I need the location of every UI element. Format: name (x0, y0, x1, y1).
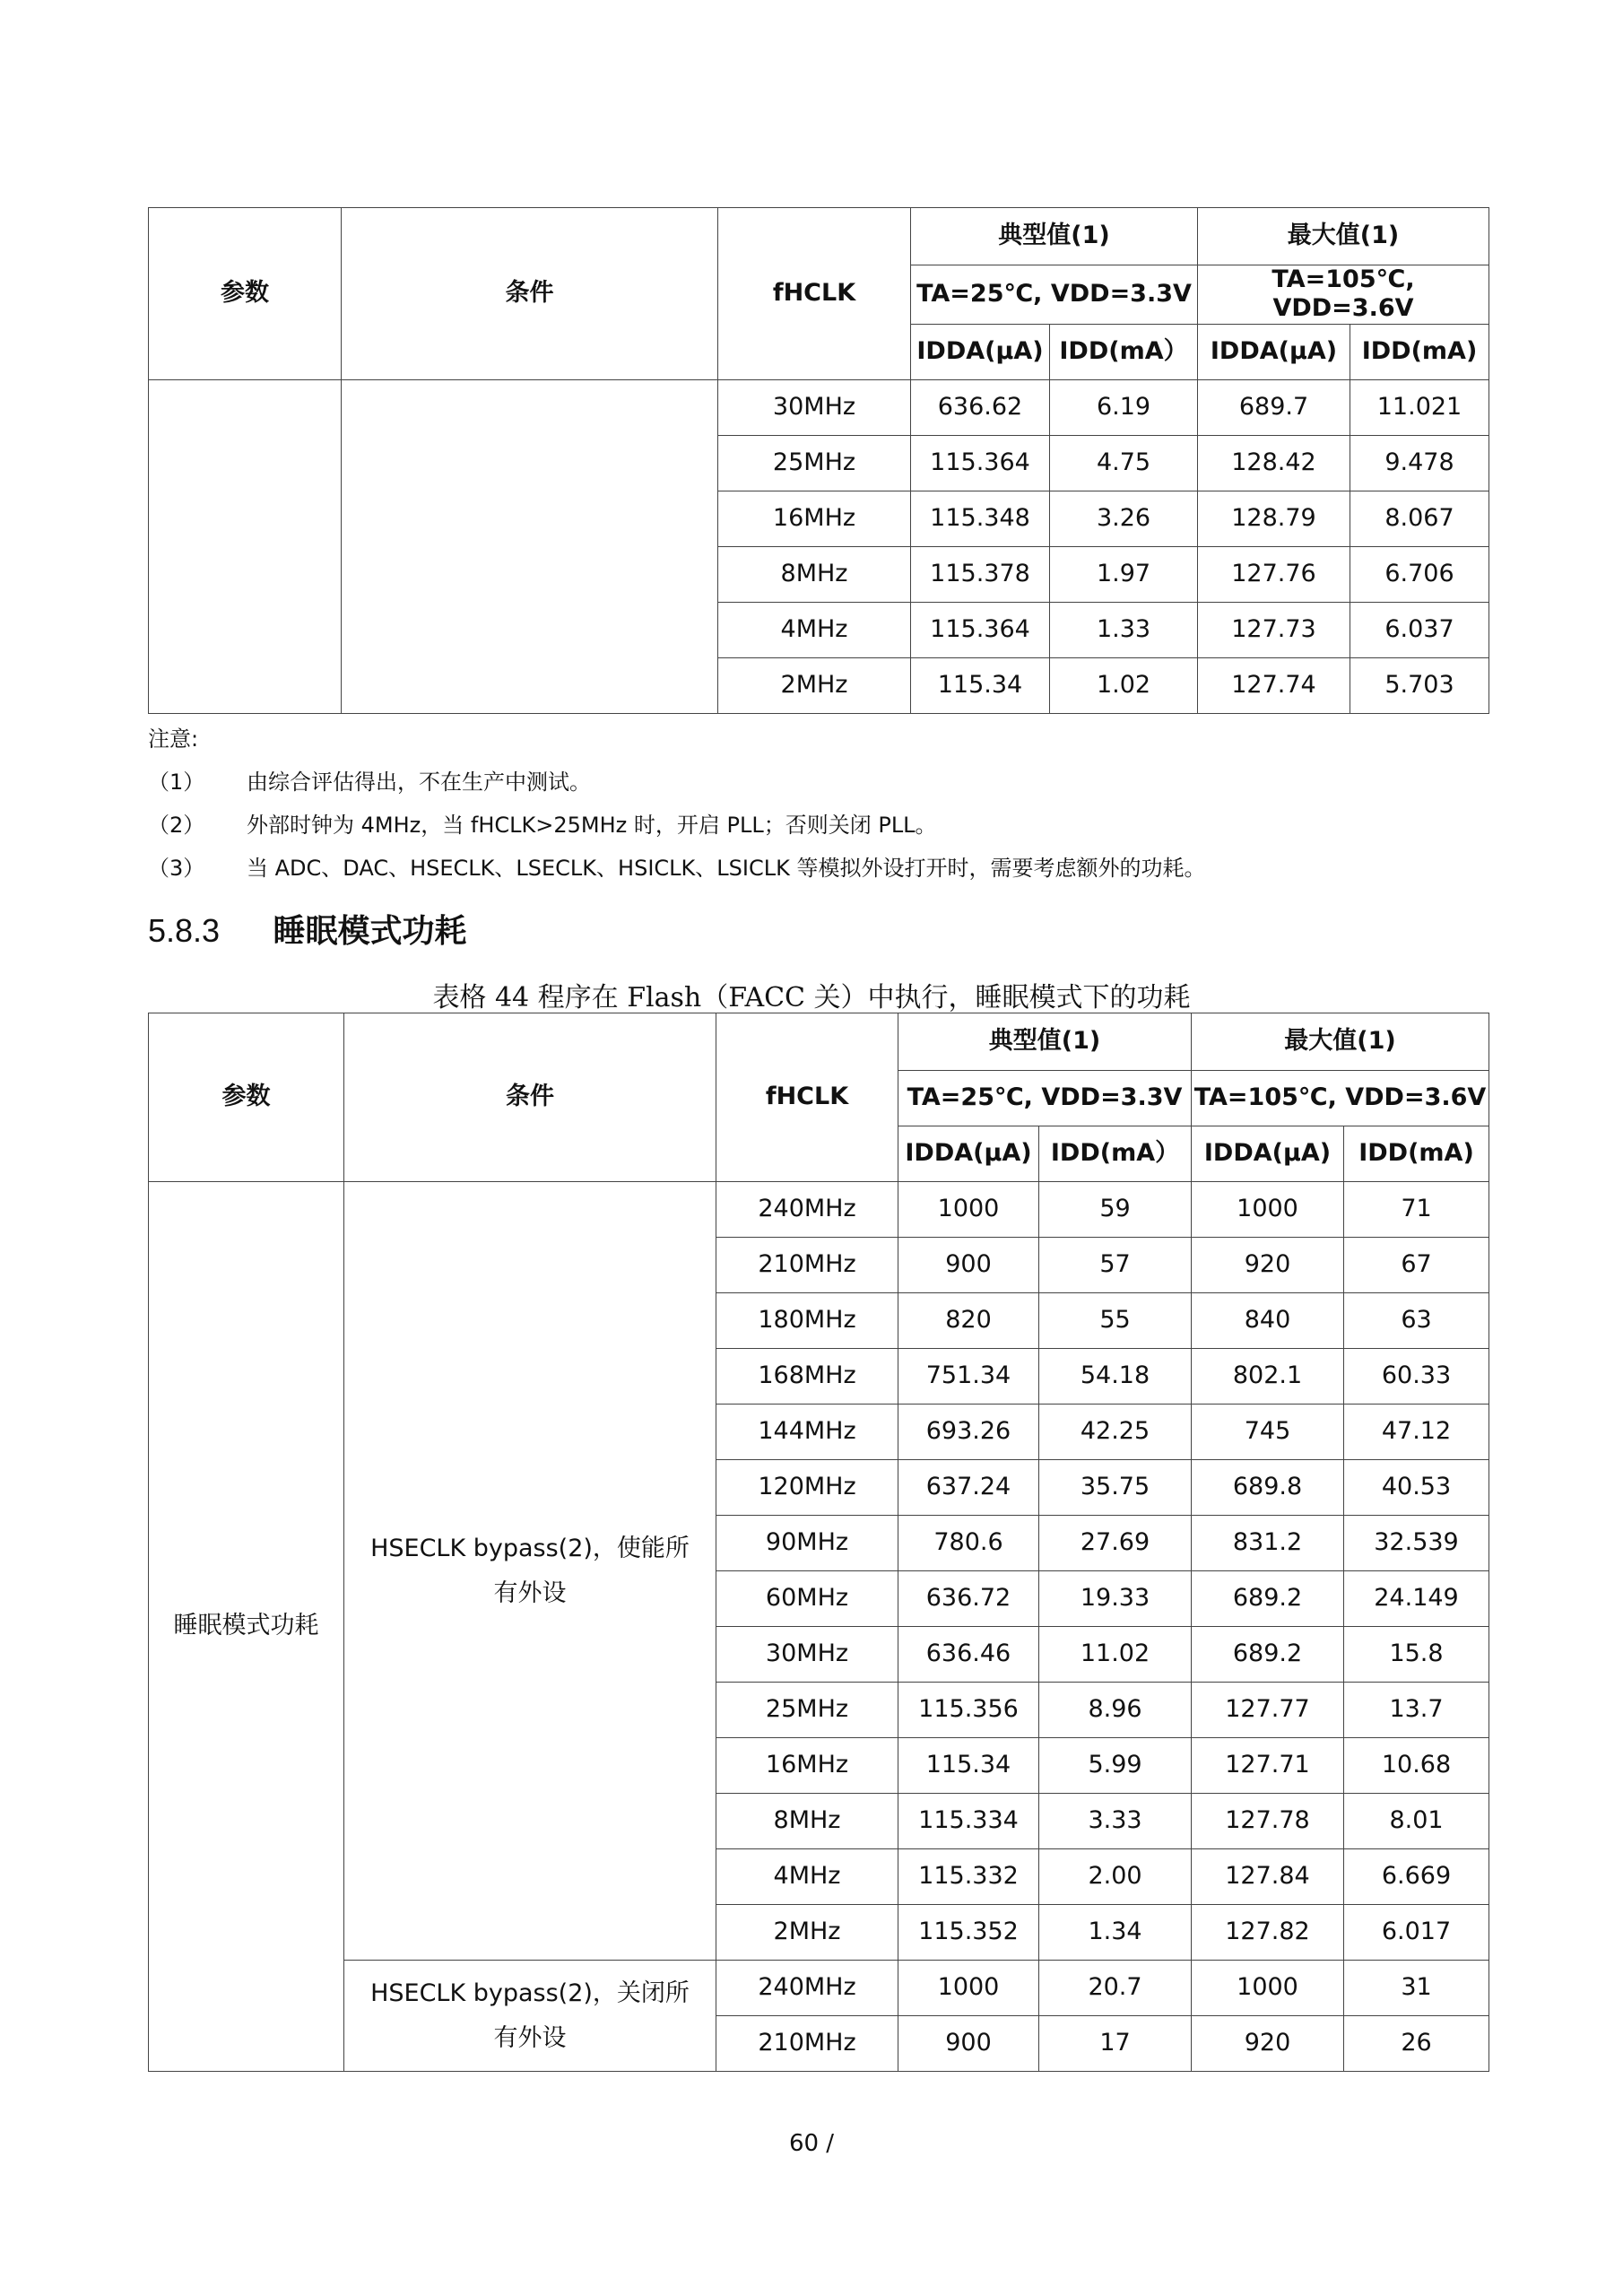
note-item (148, 761, 1205, 804)
idd-typ-cell: 1.33 (1050, 602, 1198, 657)
condition-cell: HSECLK bypass(2)，关闭所有外设 (344, 1961, 716, 2072)
section-title: 睡眠模式功耗 (273, 913, 467, 950)
idd-max-cell: 11.021 (1350, 379, 1489, 435)
note-number: （1） (148, 770, 205, 795)
idda-max-cell: 128.79 (1198, 491, 1350, 546)
fhclk-cell: 120MHz (716, 1460, 898, 1516)
idda-typ-cell: 1000 (898, 1182, 1039, 1238)
header-condition: 条件 (342, 208, 718, 380)
idda-max-cell: 127.71 (1192, 1738, 1344, 1794)
idda-max-cell: 689.7 (1198, 379, 1350, 435)
header-max-condition: TA=105℃, VDD=3.6V (1198, 265, 1489, 325)
idd-max-cell: 9.478 (1350, 435, 1489, 491)
header-idd-typ: IDD(mA） (1050, 324, 1198, 379)
header-typical: 典型值(1) (911, 208, 1198, 265)
header-maximum: 最大值(1) (1198, 208, 1489, 265)
idda-max-cell: 802.1 (1192, 1349, 1344, 1405)
header-param: 参数 (149, 208, 342, 380)
header-condition: 条件 (344, 1013, 716, 1182)
idd-max-cell: 40.53 (1344, 1460, 1489, 1516)
idda-typ-cell: 115.364 (911, 435, 1050, 491)
idd-typ-cell: 19.33 (1039, 1571, 1192, 1627)
idda-typ-cell: 636.46 (898, 1627, 1039, 1683)
header-typical: 典型值(1) (898, 1013, 1192, 1071)
idda-typ-cell: 115.352 (898, 1905, 1039, 1961)
idda-typ-cell: 820 (898, 1293, 1039, 1349)
idda-max-cell: 840 (1192, 1293, 1344, 1349)
idda-max-cell: 127.73 (1198, 602, 1350, 657)
idd-typ-cell: 3.33 (1039, 1794, 1192, 1849)
fhclk-cell: 168MHz (716, 1349, 898, 1405)
idda-typ-cell: 637.24 (898, 1460, 1039, 1516)
idda-max-cell: 745 (1192, 1405, 1344, 1460)
idd-max-cell: 6.037 (1350, 602, 1489, 657)
note-number: （2） (148, 813, 205, 838)
idda-max-cell: 127.77 (1192, 1683, 1344, 1738)
idd-typ-cell: 59 (1039, 1182, 1192, 1238)
idd-max-cell: 47.12 (1344, 1405, 1489, 1460)
idda-max-cell: 689.2 (1192, 1571, 1344, 1627)
table-row (149, 1961, 1489, 2016)
idd-typ-cell: 17 (1039, 2016, 1192, 2072)
idd-max-cell: 13.7 (1344, 1683, 1489, 1738)
idda-max-cell: 689.8 (1192, 1460, 1344, 1516)
param-cell (149, 379, 342, 713)
idd-max-cell: 26 (1344, 2016, 1489, 2072)
idd-typ-cell: 2.00 (1039, 1849, 1192, 1905)
idda-max-cell: 920 (1192, 1238, 1344, 1293)
idda-max-cell: 920 (1192, 2016, 1344, 2072)
note-text: 当 ADC、DAC、HSECLK、LSECLK、HSICLK、LSICLK 等模拟外设打开时，需要考虑额外的功耗。 (247, 856, 1206, 881)
idda-max-cell: 831.2 (1192, 1516, 1344, 1571)
note-text: 由综合评估得出，不在生产中测试。 (247, 770, 591, 795)
idda-max-cell: 127.82 (1192, 1905, 1344, 1961)
notes-block (148, 718, 1205, 890)
fhclk-cell: 4MHz (716, 1849, 898, 1905)
idda-typ-cell: 1000 (898, 1961, 1039, 2016)
idda-max-cell: 1000 (1192, 1182, 1344, 1238)
idd-typ-cell: 1.34 (1039, 1905, 1192, 1961)
fhclk-cell: 144MHz (716, 1405, 898, 1460)
idda-typ-cell: 636.72 (898, 1571, 1039, 1627)
idd-max-cell: 71 (1344, 1182, 1489, 1238)
table-run-mode-continued (148, 207, 1489, 714)
header-fhclk: fHCLK (718, 208, 911, 380)
idd-max-cell: 8.01 (1344, 1794, 1489, 1849)
fhclk-cell: 4MHz (718, 602, 911, 657)
param-cell: 睡眠模式功耗 (149, 1182, 344, 2072)
fhclk-cell: 8MHz (718, 546, 911, 602)
idd-typ-cell: 6.19 (1050, 379, 1198, 435)
notes-label: 注意: (148, 726, 199, 752)
idd-max-cell: 8.067 (1350, 491, 1489, 546)
table-row (149, 1182, 1489, 1238)
idda-max-cell: 1000 (1192, 1961, 1344, 2016)
idd-max-cell: 5.703 (1350, 657, 1489, 713)
section-number: 5.8.3 (148, 912, 221, 949)
idd-max-cell: 31 (1344, 1961, 1489, 2016)
idd-typ-cell: 57 (1039, 1238, 1192, 1293)
fhclk-cell: 60MHz (716, 1571, 898, 1627)
fhclk-cell: 210MHz (716, 1238, 898, 1293)
idda-typ-cell: 636.62 (911, 379, 1050, 435)
idda-max-cell: 127.76 (1198, 546, 1350, 602)
idda-typ-cell: 115.334 (898, 1794, 1039, 1849)
fhclk-cell: 25MHz (718, 435, 911, 491)
fhclk-cell: 240MHz (716, 1961, 898, 2016)
table-row (149, 379, 1489, 435)
idd-max-cell: 6.017 (1344, 1905, 1489, 1961)
idd-typ-cell: 27.69 (1039, 1516, 1192, 1571)
fhclk-cell: 30MHz (718, 379, 911, 435)
idda-typ-cell: 115.34 (898, 1738, 1039, 1794)
idda-typ-cell: 115.378 (911, 546, 1050, 602)
idda-typ-cell: 115.364 (911, 602, 1050, 657)
header-idda-typ: IDDA(μA) (898, 1126, 1039, 1182)
fhclk-cell: 16MHz (718, 491, 911, 546)
page-number: 60 / (788, 2130, 835, 2157)
idda-typ-cell: 780.6 (898, 1516, 1039, 1571)
table-sleep-mode (148, 1013, 1489, 2072)
header-idd-typ: IDD(mA） (1039, 1126, 1192, 1182)
idda-max-cell: 127.74 (1198, 657, 1350, 713)
idd-typ-cell: 8.96 (1039, 1683, 1192, 1738)
idd-typ-cell: 35.75 (1039, 1460, 1192, 1516)
fhclk-cell: 90MHz (716, 1516, 898, 1571)
condition-cell: HSECLK bypass(2)，使能所有外设 (344, 1182, 716, 1961)
idd-max-cell: 24.149 (1344, 1571, 1489, 1627)
idd-max-cell: 32.539 (1344, 1516, 1489, 1571)
fhclk-cell: 240MHz (716, 1182, 898, 1238)
idda-typ-cell: 115.34 (911, 657, 1050, 713)
header-idda-typ: IDDA(μA) (911, 324, 1050, 379)
fhclk-cell: 30MHz (716, 1627, 898, 1683)
note-item (148, 847, 1205, 890)
idda-typ-cell: 900 (898, 2016, 1039, 2072)
header-idda-max: IDDA(μA) (1192, 1126, 1344, 1182)
fhclk-cell: 16MHz (716, 1738, 898, 1794)
idd-max-cell: 60.33 (1344, 1349, 1489, 1405)
idd-typ-cell: 42.25 (1039, 1405, 1192, 1460)
fhclk-cell: 2MHz (718, 657, 911, 713)
header-max-condition: TA=105℃, VDD=3.6V (1192, 1071, 1489, 1126)
idd-typ-cell: 1.02 (1050, 657, 1198, 713)
fhclk-cell: 8MHz (716, 1794, 898, 1849)
idd-max-cell: 63 (1344, 1293, 1489, 1349)
header-fhclk: fHCLK (716, 1013, 898, 1182)
header-idda-max: IDDA(μA) (1198, 324, 1350, 379)
idda-typ-cell: 115.348 (911, 491, 1050, 546)
idda-typ-cell: 693.26 (898, 1405, 1039, 1460)
idd-typ-cell: 4.75 (1050, 435, 1198, 491)
idda-max-cell: 689.2 (1192, 1627, 1344, 1683)
section-heading (148, 906, 467, 952)
idd-max-cell: 10.68 (1344, 1738, 1489, 1794)
condition-cell (342, 379, 718, 713)
idda-typ-cell: 115.332 (898, 1849, 1039, 1905)
idda-max-cell: 128.42 (1198, 435, 1350, 491)
header-typical-condition: TA=25℃, VDD=3.3V (911, 265, 1198, 325)
idd-typ-cell: 5.99 (1039, 1738, 1192, 1794)
idd-max-cell: 15.8 (1344, 1627, 1489, 1683)
note-text: 外部时钟为 4MHz，当 fHCLK>25MHz 时，开启 PLL；否则关闭 PLL。 (247, 813, 937, 838)
idda-typ-cell: 900 (898, 1238, 1039, 1293)
header-param: 参数 (149, 1013, 344, 1182)
idd-typ-cell: 55 (1039, 1293, 1192, 1349)
fhclk-cell: 180MHz (716, 1293, 898, 1349)
idd-typ-cell: 3.26 (1050, 491, 1198, 546)
idd-typ-cell: 11.02 (1039, 1627, 1192, 1683)
fhclk-cell: 210MHz (716, 2016, 898, 2072)
note-item (148, 804, 1205, 847)
header-idd-max: IDD(mA) (1350, 324, 1489, 379)
idda-max-cell: 127.78 (1192, 1794, 1344, 1849)
header-typical-condition: TA=25℃, VDD=3.3V (898, 1071, 1192, 1126)
idda-typ-cell: 115.356 (898, 1683, 1039, 1738)
idd-max-cell: 67 (1344, 1238, 1489, 1293)
idda-typ-cell: 751.34 (898, 1349, 1039, 1405)
idda-max-cell: 127.84 (1192, 1849, 1344, 1905)
idd-typ-cell: 54.18 (1039, 1349, 1192, 1405)
note-number: （3） (148, 856, 205, 881)
table-caption: 表格 44 程序在 Flash（FACC 关）中执行，睡眠模式下的功耗 (432, 982, 1191, 1013)
header-idd-max: IDD(mA) (1344, 1126, 1489, 1182)
idd-max-cell: 6.706 (1350, 546, 1489, 602)
fhclk-cell: 2MHz (716, 1905, 898, 1961)
idd-typ-cell: 20.7 (1039, 1961, 1192, 2016)
header-maximum: 最大值(1) (1192, 1013, 1489, 1071)
fhclk-cell: 25MHz (716, 1683, 898, 1738)
idd-typ-cell: 1.97 (1050, 546, 1198, 602)
idd-max-cell: 6.669 (1344, 1849, 1489, 1905)
